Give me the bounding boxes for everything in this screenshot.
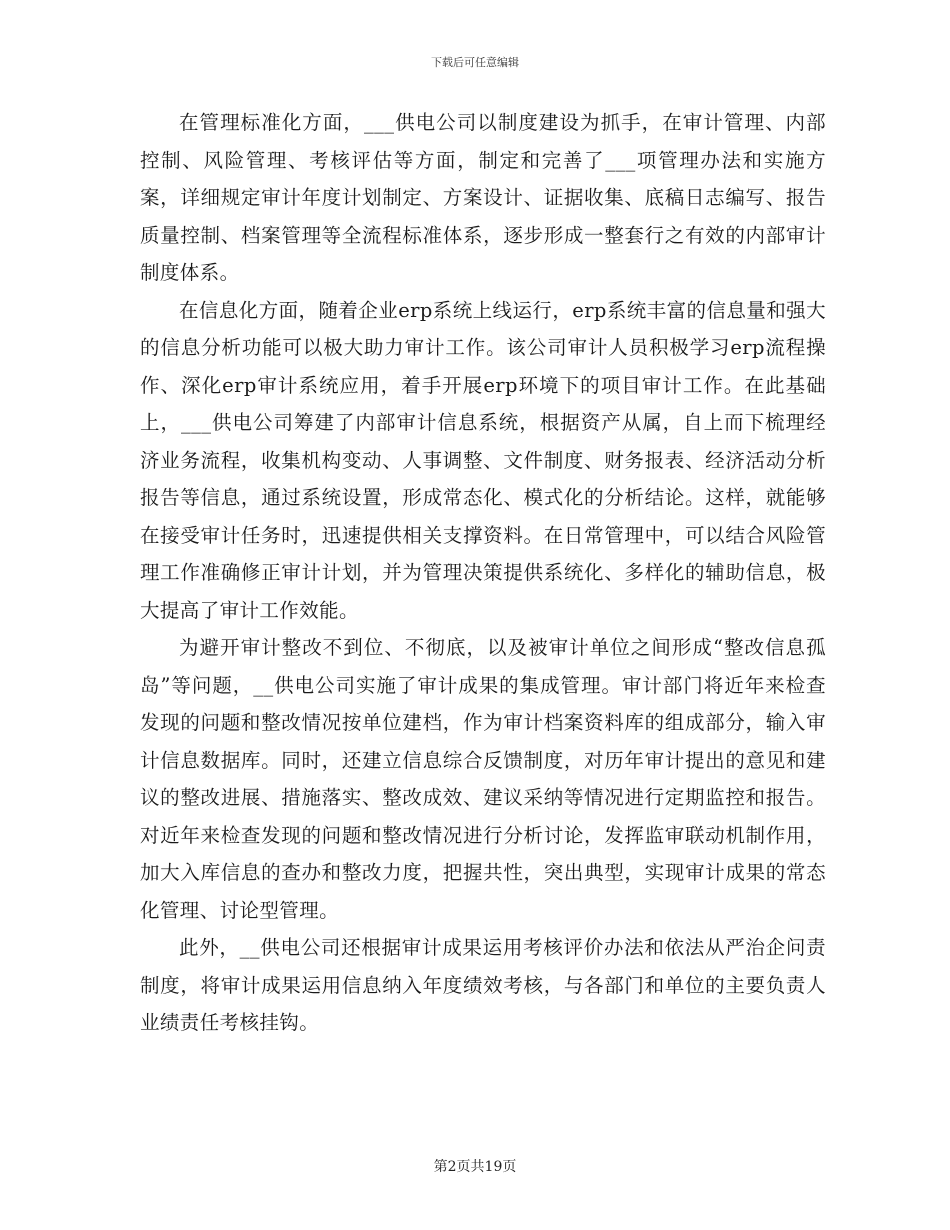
paragraph-accountability: 此外，__供电公司还根据审计成果运用考核评价办法和依法从严治企问责制度，将审计成果运用信息纳入年度绩效考核，与各部门和单位的主要负责人业绩责任考核挂钩。	[140, 936, 826, 1034]
page-header: 下载后可任意编辑	[431, 56, 519, 69]
paragraph-integration: 为避开审计整改不到位、不彻底，以及被审计单位之间形成“整改信息孤岛”等问题，__供电公司实施了审计成果的集成管理。审计部门将近年来检查发现的问题和整改情况按单位建档，作为审计档案资料库的组成部分，输入审计信息数据库。同时，还建立信息综合反馈制度，对历年审计提出的意见和建议的整改进展、措施落实、整改成效、建议采纳等情况进行定期监控和报告。对近年来检查发现的问题和整改情况进行分析讨论，发挥监审联动机制作用，加大入库信息的查办和整改力度，把握共性，突出典型，实现审计成果的常态化管理、讨论型管理。	[140, 636, 826, 922]
document-body	[140, 104, 826, 1042]
page-number: 第2页共19页	[433, 1159, 517, 1175]
paragraph-standardization: 在管理标准化方面，___供电公司以制度建设为抓手，在审计管理、内部控制、风险管理、考核评估等方面，制定和完善了___项管理办法和实施方案，详细规定审计年度计划制定、方案设计、证据收集、底稿日志编写、报告质量控制、档案管理等全流程标准体系，逐步形成一整套行之有效的内部审计制度体系。	[140, 111, 826, 284]
paragraph-informatization: 在信息化方面，随着企业erp系统上线运行，erp系统丰富的信息量和强大的信息分析功能可以极大助力审计工作。该公司审计人员积极学习erp流程操作、深化erp审计系统应用，着手开展erp环境下的项目审计工作。在此基础上，___供电公司筹建了内部审计信息系统，根据资产从属，自上而下梳理经济业务流程，收集机构变动、人事调整、文件制度、财务报表、经济活动分析报告等信息，通过系统设置，形成常态化、模式化的分析结论。这样，就能够在接受审计任务时，迅速提供相关支撑资料。在日常管理中，可以结合风险管理工作准确修正审计计划，并为管理决策提供系统化、多样化的辅助信息，极大提高了审计工作效能。	[140, 298, 826, 622]
